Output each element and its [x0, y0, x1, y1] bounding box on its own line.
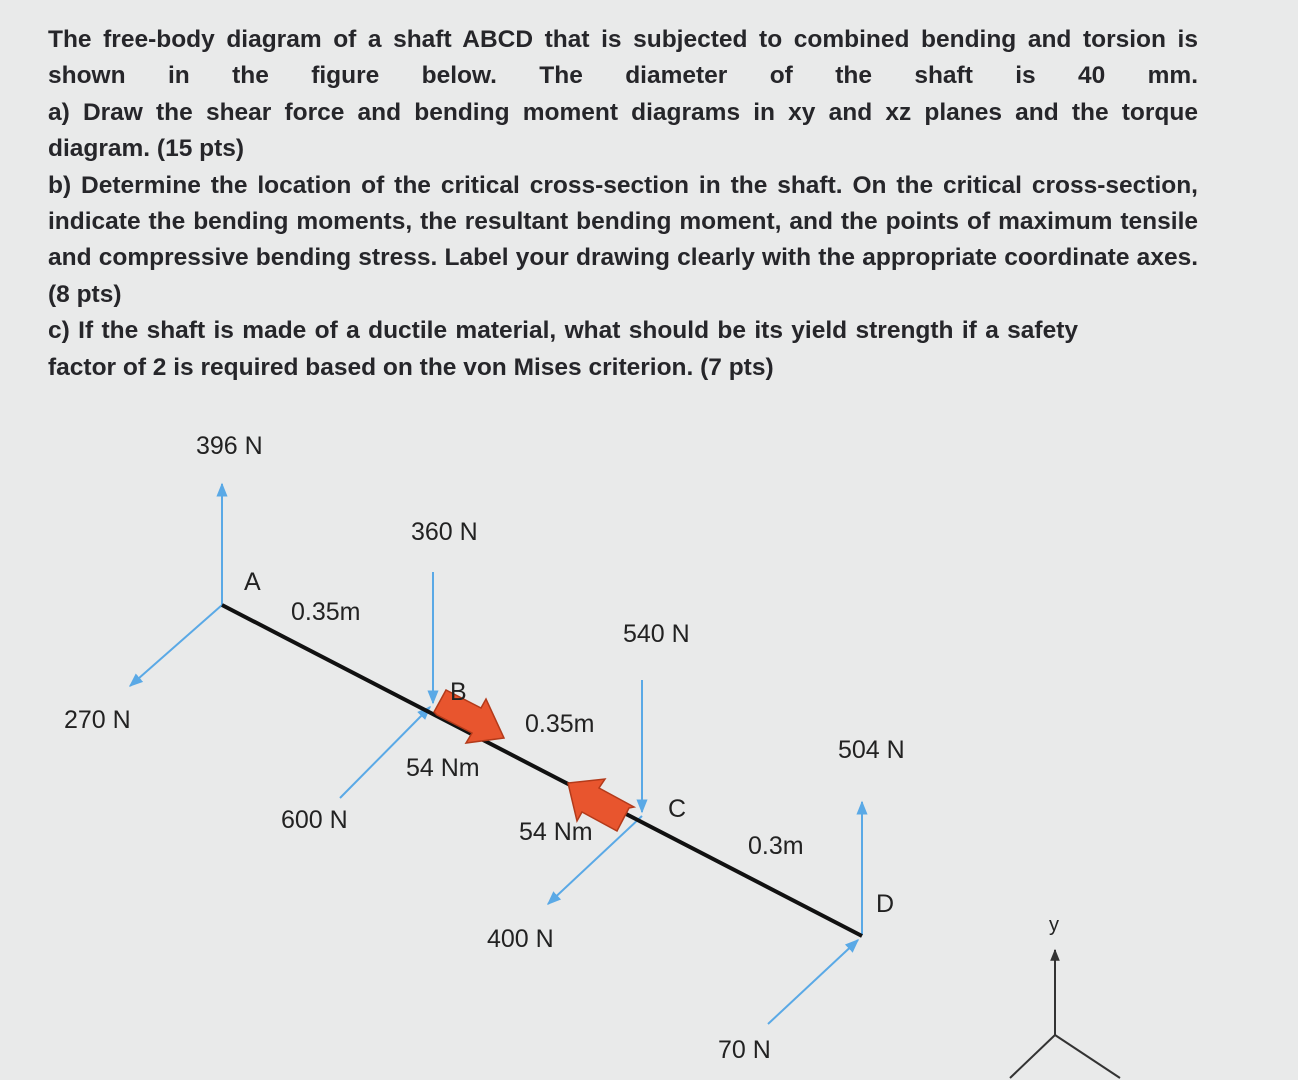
problem-intro: The free-body diagram of a shaft ABCD that is subjected to combined bending and torsion is shown in the figure below. The diameter of the shaft is 40 mm. [48, 26, 1198, 90]
problem-part-b: b) Determine the location of the critical cross-section in the shaft. On the critical cross-section, indicate the bending moments, the resultant bending moment, and the points of maximum tensile and compressive bending stress. Label your drawing clearly with the appropriate coordinate axes. (8 pts) [48, 171, 1198, 308]
point-a-label: A [244, 568, 261, 596]
point-c-label: C [668, 795, 687, 823]
length-cd-label: 0.3m [748, 832, 804, 860]
length-ab-label: 0.35m [291, 598, 361, 626]
force-b-horizontal-arrow [340, 707, 430, 798]
torque-b-label: 54 Nm [406, 754, 480, 782]
axis-y-label: y [1049, 914, 1059, 936]
force-c-horizontal-label: 400 N [487, 925, 554, 953]
force-a-vertical-label: 396 N [196, 432, 263, 460]
axis-z-line [1010, 1035, 1055, 1078]
problem-part-c: c) If the shaft is made of a ductile material, what should be its yield strength if a safety factor of 2 is required based on the von Mises criterion. (7 pts) [48, 317, 1078, 381]
force-b-horizontal-label: 600 N [281, 806, 348, 834]
force-d-horizontal-label: 70 N [718, 1036, 771, 1064]
point-b-label: B [450, 678, 467, 706]
force-b-vertical-label: 360 N [411, 518, 478, 546]
force-c-vertical-label: 540 N [623, 620, 690, 648]
force-a-horizontal-label: 270 N [64, 706, 131, 734]
point-d-label: D [876, 890, 895, 918]
shaft-line [222, 605, 862, 936]
force-a-horizontal-arrow [130, 605, 222, 686]
torque-c-label: 54 Nm [519, 818, 593, 846]
torque-b-arrow [434, 690, 504, 743]
length-bc-label: 0.35m [525, 710, 595, 738]
force-d-vertical-label: 504 N [838, 736, 905, 764]
axis-x-line [1055, 1035, 1120, 1078]
problem-part-a: a) Draw the shear force and bending moment diagrams in xy and xz planes and the torque diagram. (15 pts) [48, 98, 1198, 163]
force-d-horizontal-arrow [768, 940, 858, 1024]
